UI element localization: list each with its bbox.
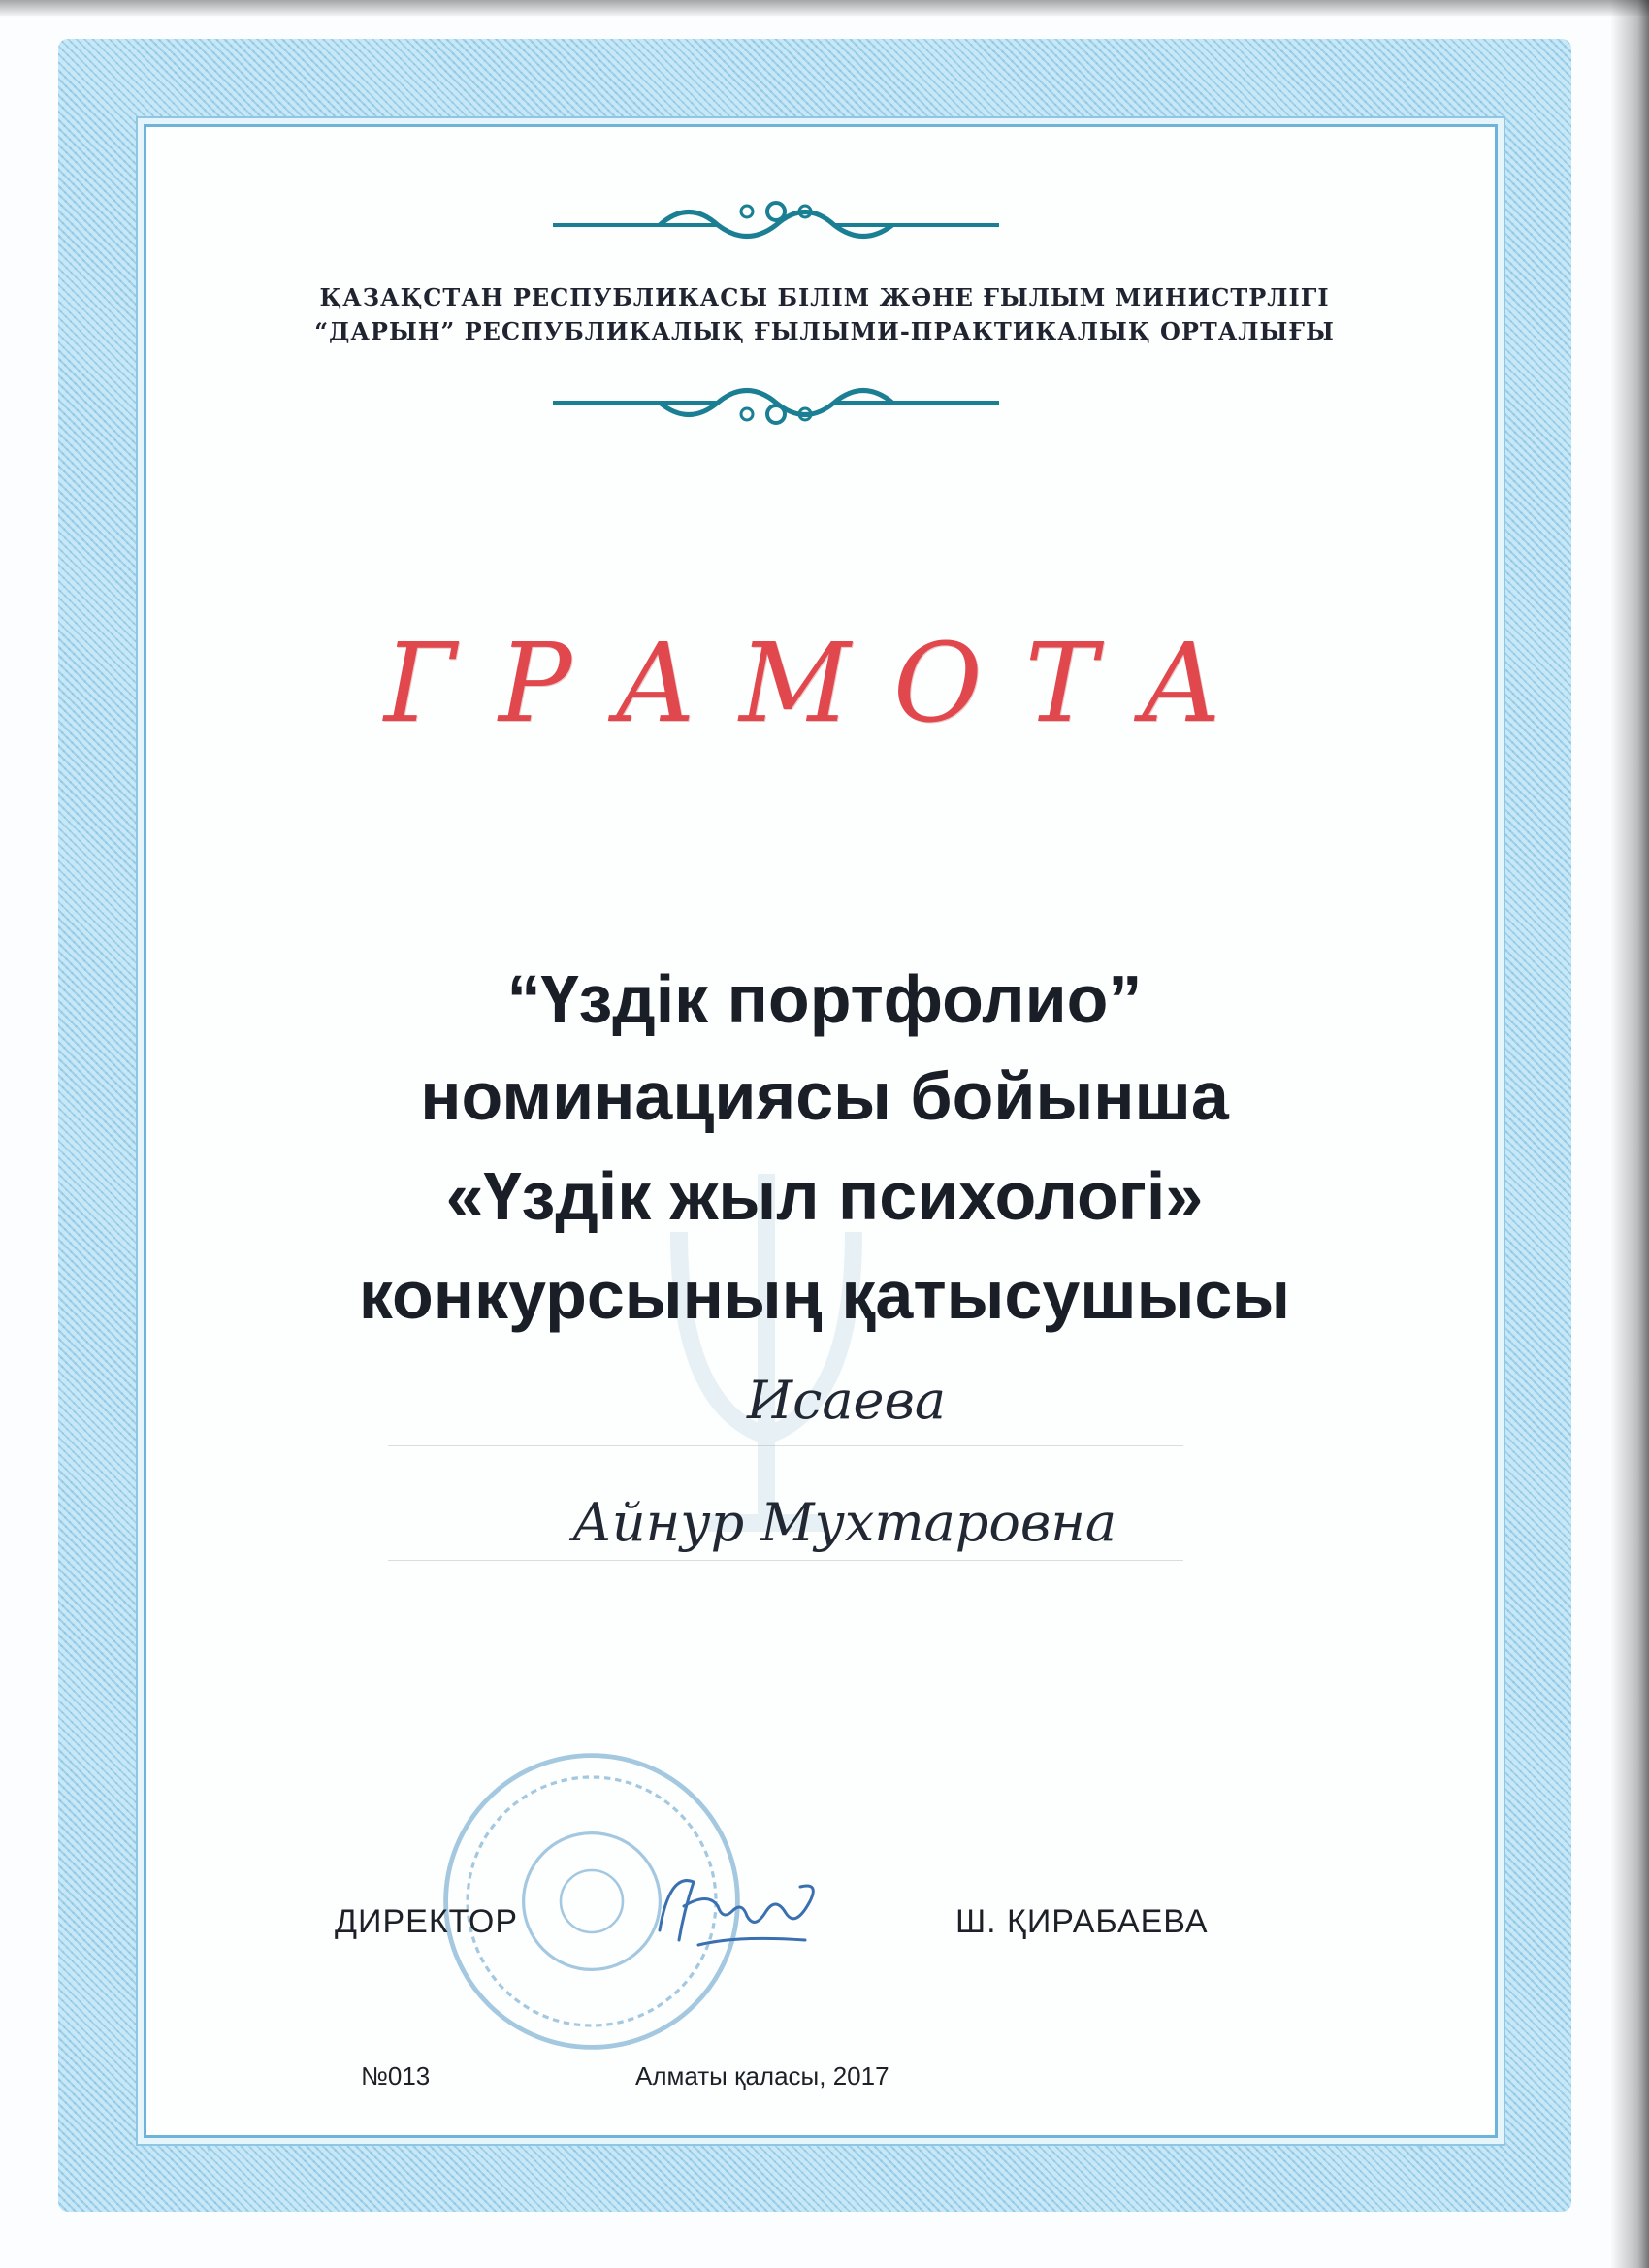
name-underline (388, 1445, 1183, 1446)
scan-shadow-right (1591, 0, 1649, 2268)
director-label: ДИРЕКТОР (335, 1903, 518, 1940)
center-name: “ДАРЫН” РЕСПУБЛИКАЛЫҚ ҒЫЛЫМИ-ПРАКТИКАЛЫҚ ОРТАЛЫҒЫ (314, 317, 1335, 345)
recipient-given-names: Айнур Мухтаровна (572, 1492, 1117, 1553)
certificate-title: ГРАМОТА (383, 621, 1266, 747)
director-signature (640, 1853, 834, 1960)
ministry-name: ҚАЗАҚСТАН РЕСПУБЛИКАСЫ БІЛІМ ЖӘНЕ ҒЫЛЫМ МИНИСТРЛІГІ (319, 283, 1330, 311)
certificate-number: №013 (361, 2061, 431, 2090)
participant-caption: конкурсының қатысушысы (358, 1257, 1291, 1333)
director-name: Ш. ҚИРАБАЕВА (955, 1903, 1209, 1940)
contest-name: «Үздік жыл психологі» (445, 1158, 1204, 1234)
scroll-ornament-bottom (553, 373, 999, 432)
issue-place-year: Алматы қаласы, 2017 (635, 2061, 889, 2090)
scan-shadow-top (0, 0, 1649, 17)
nomination-caption: номинациясы бойынша (420, 1058, 1229, 1134)
recipient-surname: Исаева (747, 1370, 947, 1431)
nomination-name: “Үздік портфолио” (506, 961, 1143, 1037)
scroll-ornament-top (553, 194, 999, 252)
name-underline (388, 1560, 1183, 1561)
